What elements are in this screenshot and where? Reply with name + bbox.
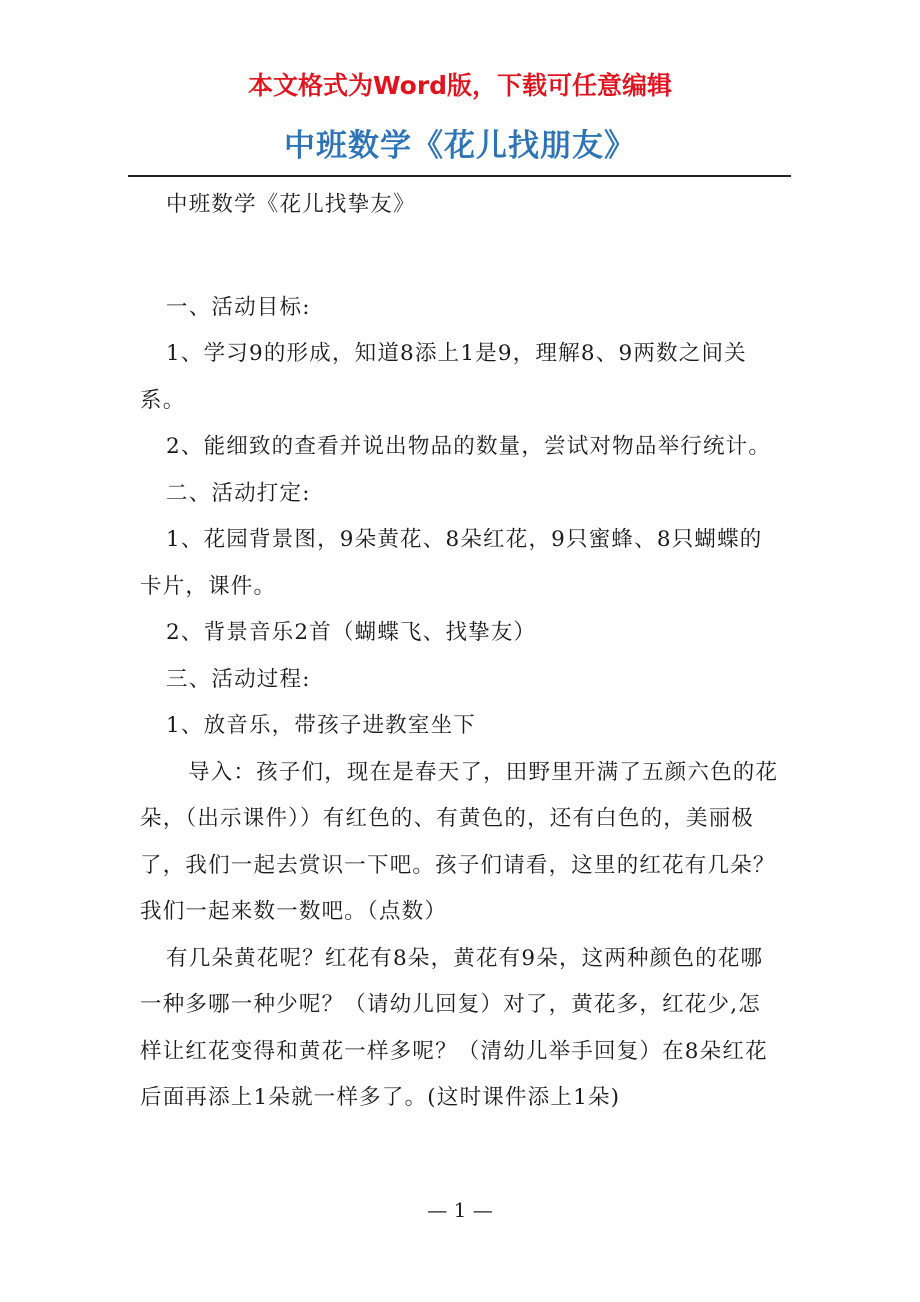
process-item-1: 1、放音乐，带孩子进教室坐下 xyxy=(166,713,476,738)
goal-item-1: 1、学习9的形成，知道8添上1是9，理解8、9两数之间关系。 xyxy=(140,341,747,413)
preparation-item-1: 1、花园背景图，9朵黄花、8朵红花，9只蜜蜂、8只蝴蝶的卡片，课件。 xyxy=(140,527,763,599)
title-divider xyxy=(128,175,791,177)
document-title: 中班数学《花儿找朋友》 xyxy=(284,128,636,164)
download-banner: 本文格式为Word版，下载可任意编辑 xyxy=(247,71,673,100)
page-number: — 1 — xyxy=(427,1198,493,1222)
section-heading-goals: 一、活动目标: xyxy=(166,294,311,320)
document-body xyxy=(140,180,782,1122)
goal-item-2: 2、能细致的查看并说出物品的数量，尝试对物品举行统计。 xyxy=(166,434,772,459)
blank-line xyxy=(140,229,782,285)
subtitle-paragraph: 中班数学《花儿找挚友》 xyxy=(166,192,416,217)
process-intro-paragraph: 导入：孩子们，现在是春天了，田野里开满了五颜六色的花朵，（出示课件））有红色的、有黄色的，还有白色的，美丽极了，我们一起去赏识一下吧。孩子们请看，这里的红花有几朵？我们一起来数一数吧。（点数） xyxy=(140,759,779,924)
section-heading-preparation: 二、活动打定: xyxy=(166,480,311,506)
preparation-item-2: 2、背景音乐2首（蝴蝶飞、找挚友） xyxy=(166,620,537,645)
process-body-paragraph: 有几朵黄花呢？红花有8朵，黄花有9朵，这两种颜色的花哪一种多哪一种少呢？（请幼儿回复）对了，黄花多，红花少,怎样让红花变得和黄花一样多呢？（清幼儿举手回复）在8朵红花后面再添上1朵就一样多了。(这时课件添上1朵) xyxy=(140,945,768,1110)
section-heading-process: 三、活动过程: xyxy=(166,666,311,692)
